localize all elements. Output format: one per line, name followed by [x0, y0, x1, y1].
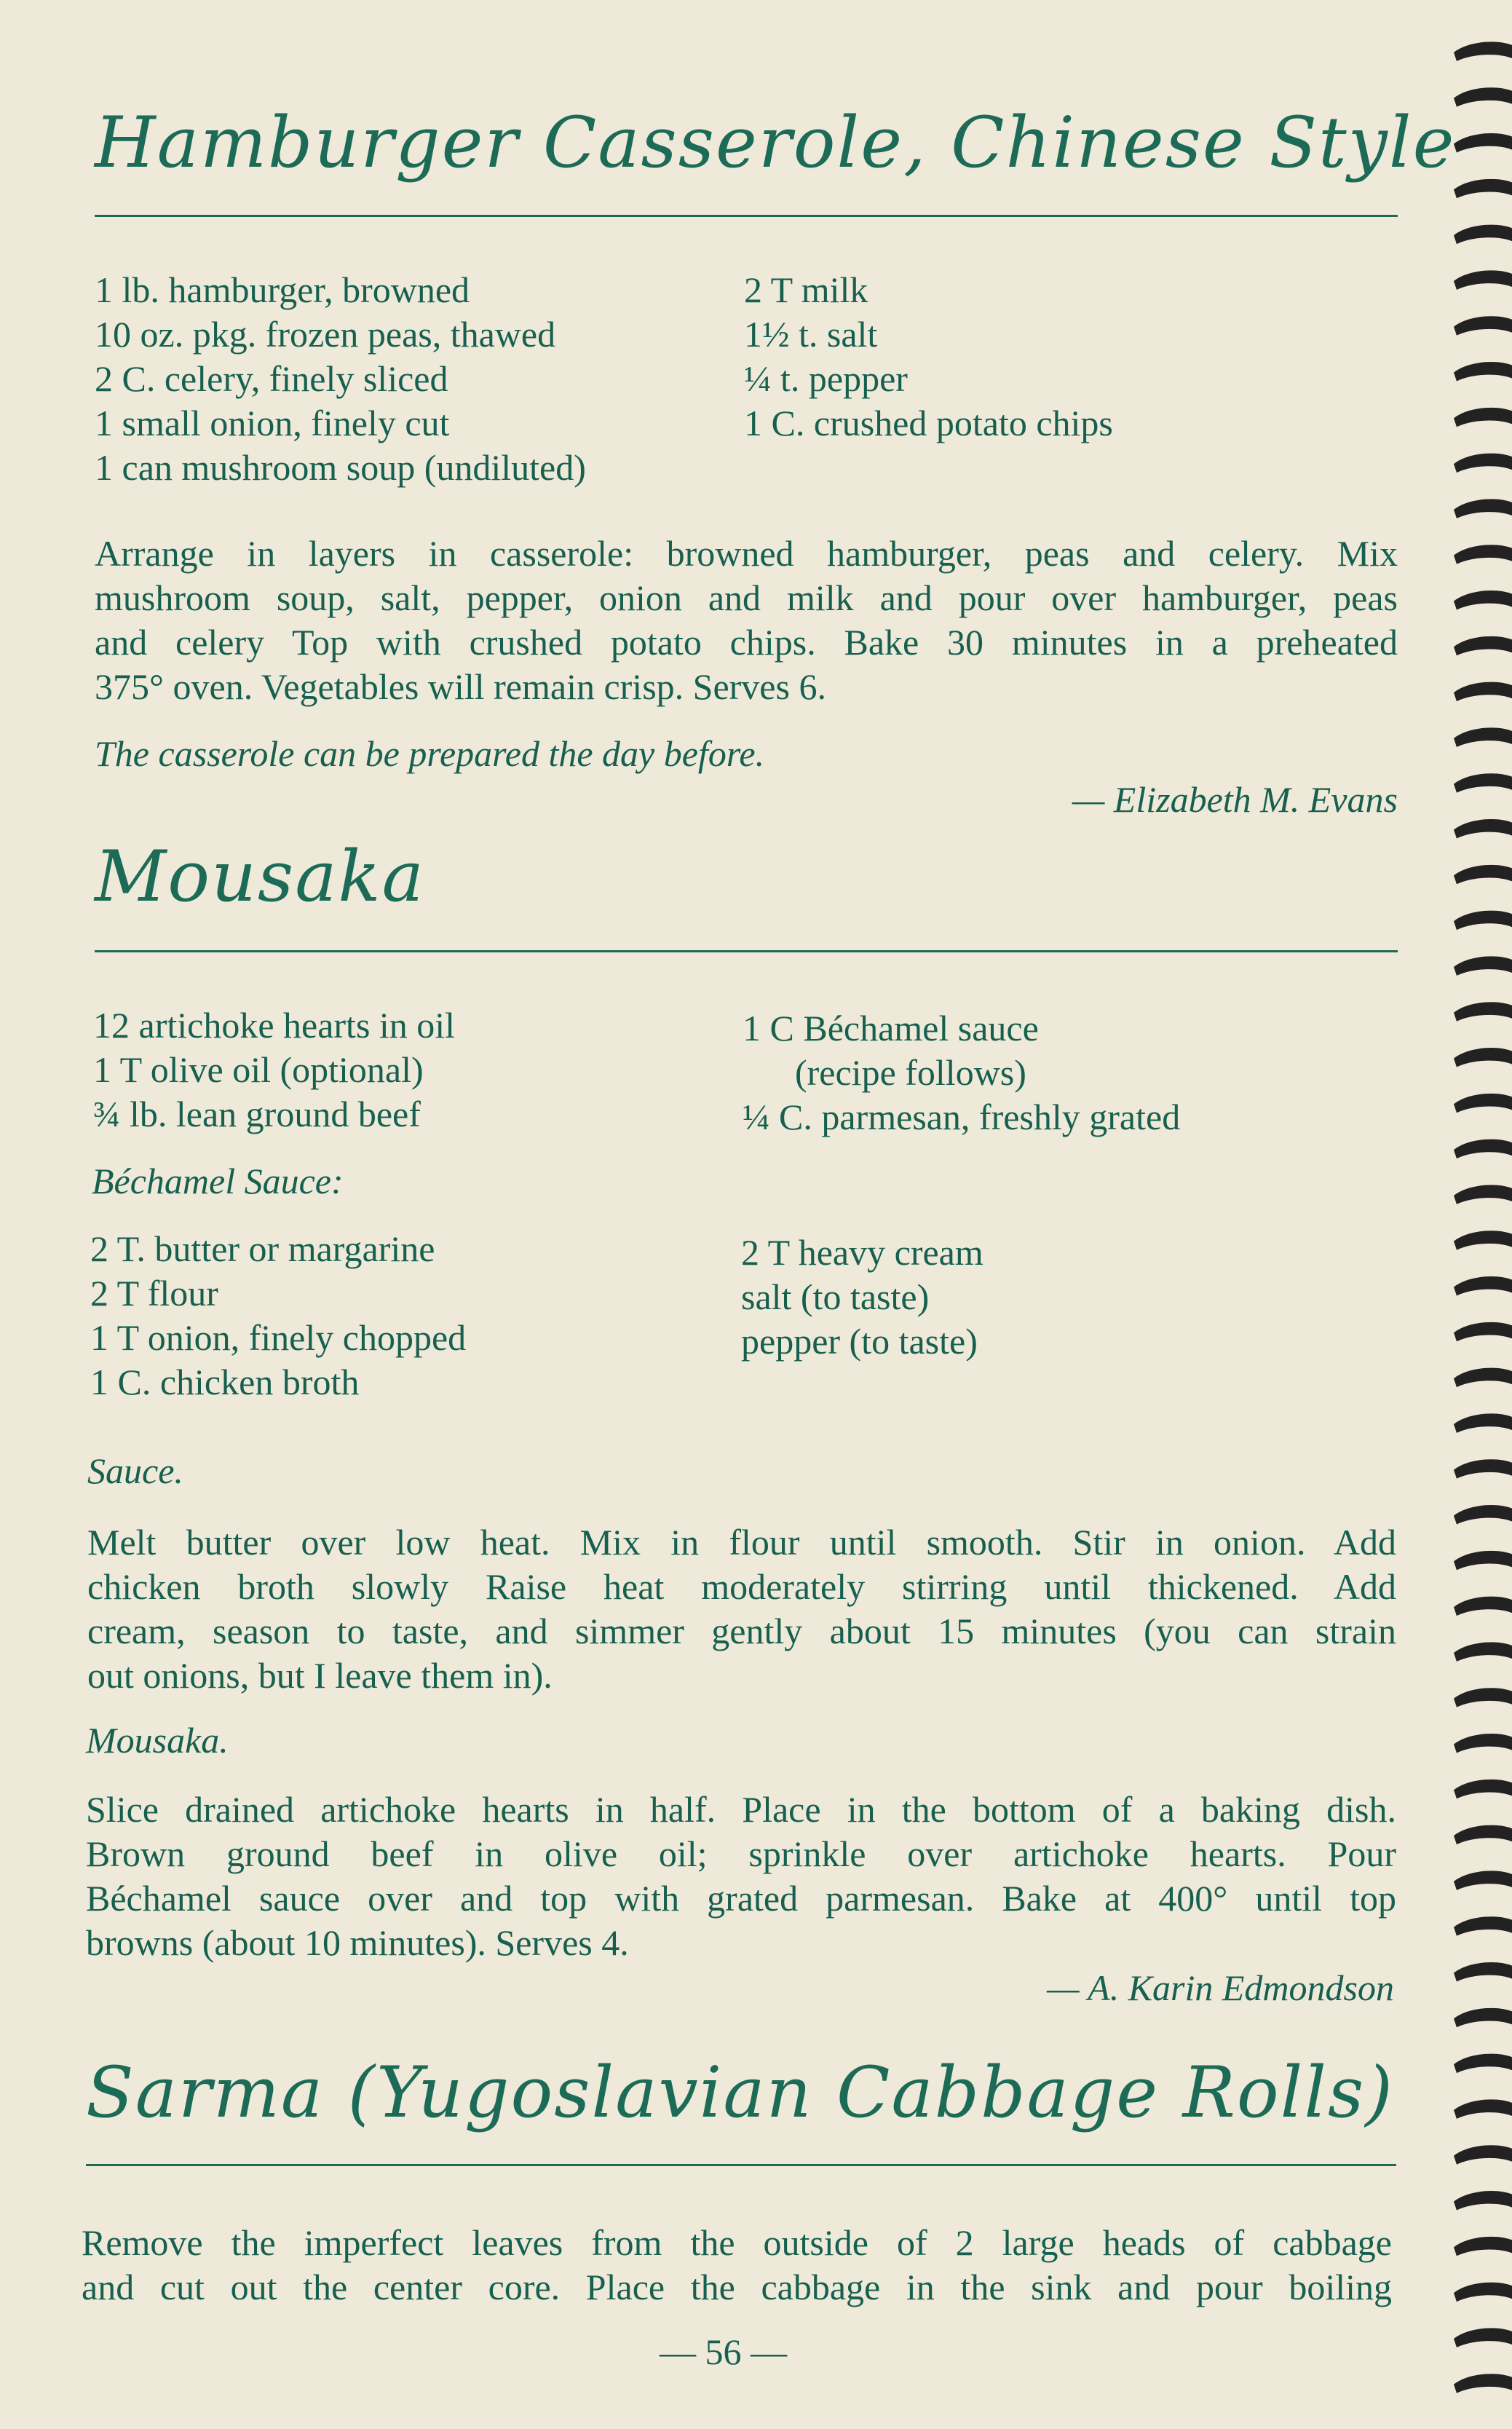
- ingredient: 1 can mushroom soup (undiluted): [95, 447, 586, 488]
- recipe-author: — Elizabeth M. Evans: [1072, 779, 1398, 820]
- directions-line: Brown ground beef in olive oil; sprinkle over artichoke hearts. Pour: [86, 1833, 1396, 1874]
- spiral-coil: [1454, 2054, 1512, 2074]
- spiral-coil: [1454, 454, 1512, 473]
- spiral-coil: [1454, 270, 1512, 290]
- spiral-coil: [1454, 911, 1512, 931]
- ingredient: 1 lb. hamburger, browned: [95, 269, 470, 310]
- spiral-coil: [1454, 1185, 1512, 1204]
- directions: [82, 2221, 1392, 2310]
- spiral-coil: [1454, 1231, 1512, 1250]
- ingredient: 1 C. crushed potato chips: [744, 403, 1113, 443]
- spiral-coil: [1454, 1780, 1512, 1799]
- spiral-coil: [1454, 1597, 1512, 1616]
- spiral-coil: [1454, 2328, 1512, 2347]
- ingredient: 1 C Béchamel sauce: [743, 1008, 1039, 1048]
- recipe-title: Sarma (Yugoslavian Cabbage Rolls): [86, 2052, 1394, 2133]
- recipe-title: Hamburger Casserole, Chinese Style: [95, 102, 1456, 183]
- spiral-coil: [1454, 865, 1512, 885]
- ingredient: 1 C. chicken broth: [90, 1362, 360, 1402]
- directions-line: 375° oven. Vegetables will remain crisp. Serves 6.: [95, 666, 826, 707]
- ingredient: ¼ C. parmesan, freshly grated: [743, 1097, 1181, 1137]
- spiral-coil: [1454, 1688, 1512, 1707]
- directions-line: Béchamel sauce over and top with grated parmesan. Bake at 400° until top: [86, 1878, 1396, 1919]
- ingredient: 2 T flour: [90, 1273, 218, 1314]
- spiral-coil: [1454, 1825, 1512, 1845]
- spiral-coil: [1454, 1002, 1512, 1022]
- spiral-coil: [1454, 499, 1512, 518]
- spiral-coil: [1454, 2008, 1512, 2028]
- spiral-coil: [1454, 2099, 1512, 2119]
- spiral-coil: [1454, 408, 1512, 427]
- ingredient: 1 small onion, finely cut: [95, 403, 450, 443]
- ingredient: (recipe follows): [795, 1052, 1026, 1093]
- spiral-coil: [1454, 87, 1512, 107]
- spiral-coil: [1454, 773, 1512, 793]
- recipe-author: — A. Karin Edmondson: [1047, 1967, 1394, 2008]
- spiral-coil: [1454, 1048, 1512, 1067]
- ingredient: 2 T heavy cream: [741, 1232, 983, 1273]
- directions-line: browns (about 10 minutes). Serves 4.: [86, 1922, 629, 1963]
- spiral-coil: [1454, 1368, 1512, 1388]
- directions-line: Slice drained artichoke hearts in half. Place in the bottom of a baking dish.: [86, 1789, 1396, 1830]
- directions-line: Melt butter over low heat. Mix in flour until smooth. Stir in onion. Add: [87, 1522, 1396, 1563]
- ingredient: 1 T onion, finely chopped: [90, 1317, 467, 1358]
- ingredient: pepper (to taste): [741, 1321, 978, 1362]
- spiral-coil: [1454, 2374, 1512, 2393]
- directions-line: Arrange in layers in casserole: browned hamburger, peas and celery. Mix: [95, 533, 1398, 574]
- ingredient: 1½ t. salt: [744, 314, 878, 355]
- spiral-coil: [1454, 1322, 1512, 1342]
- directions: [95, 532, 1398, 709]
- spiral-coil: [1454, 591, 1512, 610]
- sub-heading: Béchamel Sauce:: [92, 1161, 344, 1201]
- spiral-binding: [1446, 29, 1512, 2417]
- page-number: — 56 —: [660, 2331, 787, 2372]
- spiral-coil: [1454, 2191, 1512, 2211]
- spiral-coil: [1454, 1551, 1512, 1571]
- spiral-coil: [1454, 1276, 1512, 1296]
- spiral-coil: [1454, 727, 1512, 747]
- directions-line: out onions, but I leave them in).: [87, 1655, 553, 1696]
- spiral-coil: [1454, 1642, 1512, 1662]
- ingredient: 12 artichoke hearts in oil: [93, 1005, 456, 1046]
- ingredient: 2 T. butter or margarine: [90, 1228, 435, 1269]
- spiral-coil: [1454, 1094, 1512, 1113]
- spiral-coil: [1454, 682, 1512, 702]
- spiral-coil: [1454, 545, 1512, 564]
- ingredient: ¼ t. pepper: [744, 358, 908, 399]
- title-rule: [95, 950, 1398, 952]
- spiral-coil: [1454, 179, 1512, 199]
- ingredient: 10 oz. pkg. frozen peas, thawed: [95, 314, 556, 355]
- spiral-coil: [1454, 2237, 1512, 2256]
- ingredient: 2 T milk: [744, 269, 868, 310]
- ingredient: 2 C. celery, finely sliced: [95, 358, 448, 399]
- directions-line: and cut out the center core. Place the cabbage in the sink and pour boiling: [82, 2267, 1392, 2307]
- recipe-note: The casserole can be prepared the day before.: [95, 733, 765, 774]
- ingredient: ¾ lb. lean ground beef: [93, 1094, 421, 1134]
- section-label: Sauce.: [87, 1450, 183, 1491]
- spiral-coil: [1454, 1916, 1512, 1936]
- directions-line: and celery Top with crushed potato chips. Bake 30 minutes in a preheated: [95, 622, 1398, 663]
- directions-line: mushroom soup, salt, pepper, onion and milk and pour over hamburger, peas: [95, 577, 1398, 618]
- ingredient: 1 T olive oil (optional): [93, 1049, 424, 1090]
- ingredient: salt (to taste): [741, 1276, 930, 1317]
- spiral-coil: [1454, 1871, 1512, 1890]
- section-label: Mousaka.: [86, 1720, 229, 1761]
- spiral-coil: [1454, 362, 1512, 382]
- spiral-coil: [1454, 42, 1512, 61]
- spiral-coil: [1454, 636, 1512, 656]
- spiral-coil: [1454, 133, 1512, 153]
- spiral-coil: [1454, 956, 1512, 976]
- title-rule: [95, 215, 1398, 217]
- title-rule: [86, 2164, 1396, 2166]
- spiral-coil: [1454, 1459, 1512, 1479]
- spiral-coil: [1454, 1962, 1512, 1982]
- spiral-coil: [1454, 2283, 1512, 2302]
- directions-line: chicken broth slowly Raise heat moderately stirring until thickened. Add: [87, 1566, 1396, 1607]
- directions-line: Remove the imperfect leaves from the outside of 2 large heads of cabbage: [82, 2222, 1392, 2263]
- recipe-title: Mousaka: [95, 836, 425, 917]
- directions-line: cream, season to taste, and simmer gently about 15 minutes (you can strain: [87, 1611, 1396, 1651]
- spiral-coil: [1454, 316, 1512, 336]
- spiral-coil: [1454, 225, 1512, 245]
- sauce-directions: [87, 1520, 1396, 1698]
- spiral-coil: [1454, 1734, 1512, 1753]
- spiral-coil: [1454, 1505, 1512, 1525]
- spiral-coil: [1454, 1413, 1512, 1433]
- spiral-coil: [1454, 1140, 1512, 1159]
- spiral-coil: [1454, 2145, 1512, 2165]
- spiral-coil: [1454, 819, 1512, 839]
- mousaka-directions: [86, 1788, 1396, 1965]
